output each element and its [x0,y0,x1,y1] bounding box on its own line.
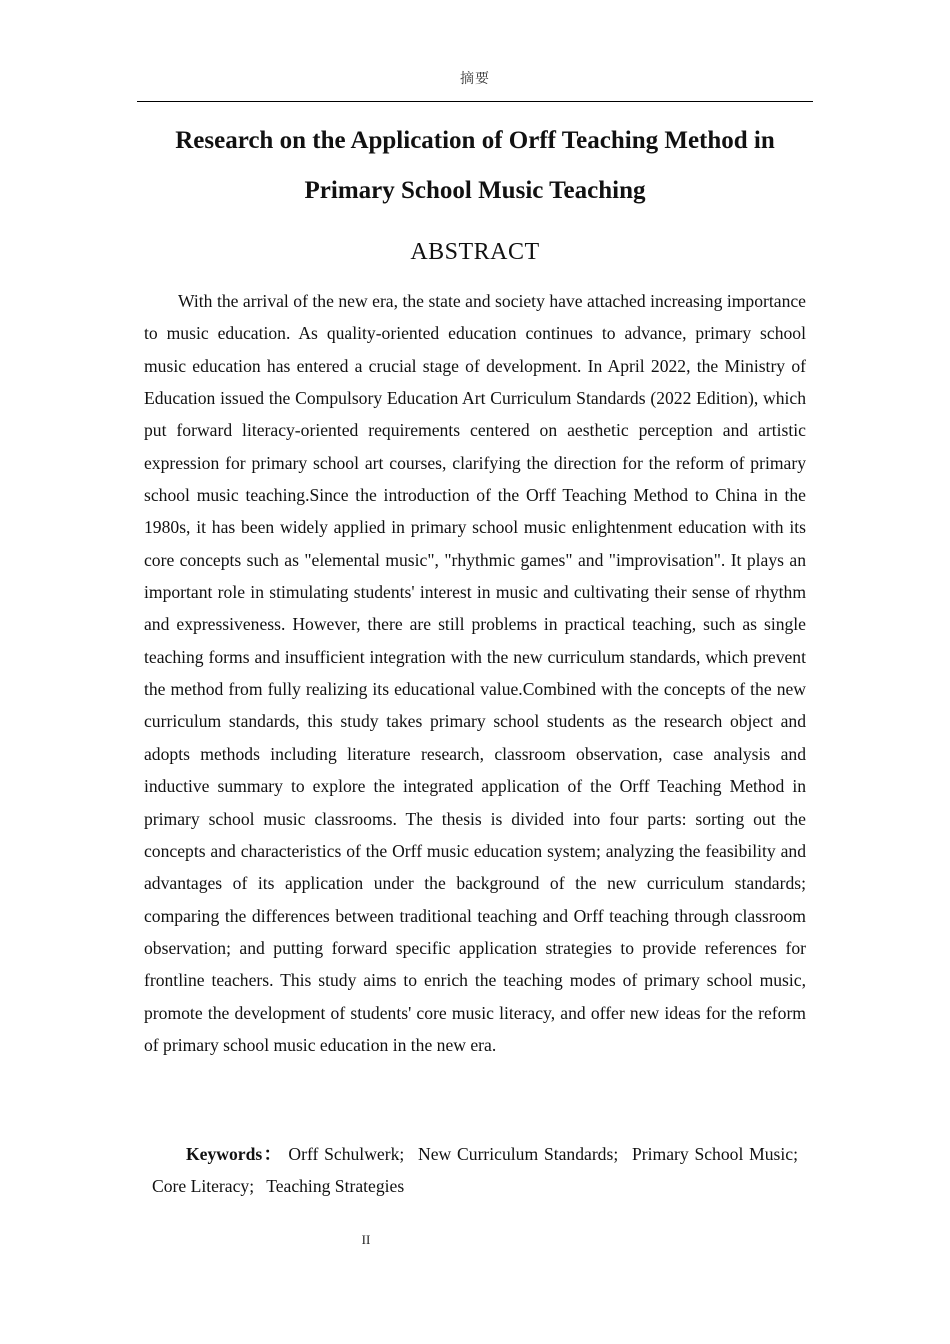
keywords-label: Keywords： [186,1144,283,1164]
keyword-item: Teaching Strategies [266,1176,405,1197]
abstract-heading: ABSTRACT [410,239,540,265]
page-number: II [361,1232,371,1247]
abstract-body: With the arrival of the new era, the state and society have attached increasing importance to music education. As quality-oriented education continues to advance, primary school music education has entered a crucial stage of development. In April 2022, the Ministry of Education issued the Compulsory Education Art Curriculum Standards (2022 Edition), which put forward literacy-oriented requirements centered on aesthetic perception and artistic expression for primary school art courses, clarifying the direction for the reform of primary school music teaching.Since the introduction of the Orff Teaching Method to China in the 1980s, it has been widely applied in primary school music enlightenment education with its core concepts such as "elemental music", "rhythmic games" and "improvisation". It plays an important role in stimulating students' interest in music and cultivating their sense of rhythm and expressiveness. However, there are still problems in practical teaching, such as single teaching forms and insufficient integration with the new curriculum standards, which prevent the method from fully realizing its educational value.Combined with the concepts of the new curriculum standards, this study takes primary school students as the research object and adopts methods including literature research, classroom observation, case analysis and inductive summary to explore the integrated application of the Orff Teaching Method in primary school music classrooms. The thesis is divided into four parts: sorting out the concepts and characteristics of the Orff music education system; analyzing the feasibility and advantages of its application under the background of the new curriculum standards; comparing the differences between traditional teaching and Orff teaching through classroom observation; and putting forward specific application strategies to provide references for frontline teachers. This study aims to enrich the teaching modes of primary school music, promote the development of students' core music literacy, and offer new ideas for the reform of primary school music education in the new era. [144,291,806,1055]
header-rule [137,101,813,102]
keyword-item: Core Literacy; [152,1176,255,1197]
keyword-item: Primary School Music; [632,1144,798,1164]
keywords-line [152,1138,806,1203]
thesis-title: Research on the Application of Orff Teaching Method in Primary School Music Teaching [175,127,775,204]
keyword-item: Orff Schulwerk; [288,1144,405,1164]
running-header: 摘要 [460,71,490,87]
keyword-item: New Curriculum Standards; [418,1144,619,1164]
